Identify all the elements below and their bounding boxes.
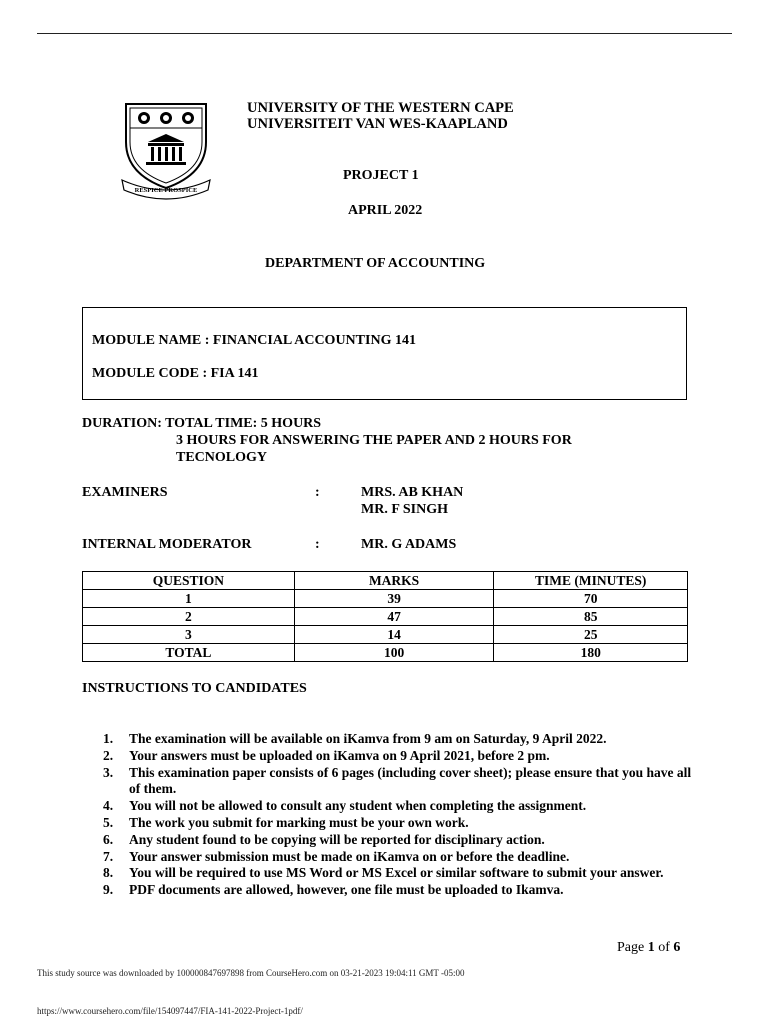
university-crest-icon — [120, 102, 212, 200]
university-name-english: UNIVERSITY OF THE WESTERN CAPE — [247, 100, 514, 116]
table-cell: 25 — [494, 626, 688, 644]
university-name — [247, 100, 514, 132]
list-item — [103, 731, 703, 748]
table-total-row — [83, 644, 688, 662]
column-header: QUESTION — [83, 572, 295, 590]
list-item — [103, 765, 703, 799]
page-current: 1 — [647, 940, 655, 955]
duration-line-1: DURATION: TOTAL TIME: 5 HOURS — [82, 416, 322, 431]
list-text: You will be required to use MS Word or MS Excel or similar software to submit your answer. — [129, 865, 664, 881]
list-number: 1. — [103, 731, 114, 746]
marks-table — [82, 571, 688, 662]
duration-line-2: 3 HOURS FOR ANSWERING THE PAPER AND 2 HOURS FOR — [176, 433, 572, 448]
table-cell: 85 — [494, 608, 688, 626]
list-number: 4. — [103, 798, 114, 814]
source-url[interactable]: https://www.coursehero.com/file/154097447/FIA-141-2022-Project-1pdf/ — [37, 1006, 303, 1016]
list-item — [103, 849, 703, 866]
table-row — [83, 626, 688, 644]
list-number: 5. — [103, 814, 114, 830]
list-item — [103, 882, 703, 899]
list-number: 6. — [103, 831, 114, 847]
table-row — [83, 608, 688, 626]
top-rule — [37, 33, 732, 34]
instructions-title: INSTRUCTIONS TO CANDIDATES — [82, 681, 307, 696]
examiners-label: EXAMINERS — [82, 485, 168, 500]
list-text: You will not be allowed to consult any student when completing the assignment. — [129, 798, 587, 814]
table-row — [83, 590, 688, 608]
list-number: 8. — [103, 865, 114, 881]
table-cell: 180 — [494, 644, 688, 662]
list-number: 7. — [103, 848, 114, 864]
module-box — [82, 307, 687, 400]
list-item — [103, 748, 703, 765]
department-name: DEPARTMENT OF ACCOUNTING — [265, 256, 486, 271]
list-item — [103, 815, 703, 832]
list-text: The examination will be available on iKamva from 9 am on Saturday, 9 April 2022. — [129, 731, 607, 746]
list-text: PDF documents are allowed, however, one file must be uploaded to Ikamva. — [129, 882, 564, 898]
project-date: APRIL 2022 — [348, 203, 423, 218]
moderator-label: INTERNAL MODERATOR — [82, 537, 252, 552]
list-number: 2. — [103, 747, 114, 763]
list-item — [103, 798, 703, 815]
list-text: This examination paper consists of 6 pages (including cover sheet); please ensure that you have all of them. — [129, 764, 692, 797]
table-cell: 70 — [494, 590, 688, 608]
list-text: Your answers must be uploaded on iKamva on 9 April 2021, before 2 pm. — [129, 747, 550, 763]
module-code: MODULE CODE : FIA 141 — [92, 366, 259, 381]
module-name: MODULE NAME : FINANCIAL ACCOUNTING 141 — [92, 333, 416, 348]
table-cell: 39 — [294, 590, 494, 608]
list-number: 9. — [103, 882, 114, 898]
project-title: PROJECT 1 — [343, 168, 419, 183]
list-item — [103, 865, 703, 882]
list-number: 3. — [103, 764, 114, 780]
table-cell: 14 — [294, 626, 494, 644]
table-cell: 3 — [83, 626, 295, 644]
table-header-row — [83, 572, 688, 590]
list-item — [103, 832, 703, 849]
university-name-afrikaans: UNIVERSITEIT VAN WES-KAAPLAND — [247, 116, 508, 132]
instructions-list — [103, 731, 703, 899]
moderator-name: MR. G ADAMS — [361, 537, 457, 552]
examiner-name: MRS. AB KHAN — [361, 485, 464, 500]
page-total: 6 — [673, 940, 681, 955]
duration-line-3: TECNOLOGY — [176, 450, 268, 465]
column-header: TIME (MINUTES) — [494, 572, 688, 590]
page-of: of — [658, 940, 670, 955]
download-note: This study source was downloaded by 100000847697898 from CourseHero.com on 03-21-2023 19:04:11 GMT -05:00 — [37, 968, 465, 978]
table-cell: 1 — [83, 590, 295, 608]
list-text: Any student found to be copying will be reported for disciplinary action. — [129, 831, 545, 847]
examiner-name: MR. F SINGH — [361, 502, 448, 517]
table-cell: TOTAL — [83, 644, 295, 662]
list-text: The work you submit for marking must be your own work. — [129, 814, 469, 830]
examiners-colon: : — [315, 485, 320, 500]
page-label: Page — [617, 940, 645, 955]
svg-text:RESPICE PROSPICE: RESPICE PROSPICE — [134, 187, 198, 194]
column-header: MARKS — [294, 572, 494, 590]
table-cell: 100 — [294, 644, 494, 662]
table-cell: 2 — [83, 608, 295, 626]
moderator-colon: : — [315, 537, 320, 552]
list-text: Your answer submission must be made on iKamva on or before the deadline. — [129, 848, 570, 864]
table-cell: 47 — [294, 608, 494, 626]
page-number — [617, 940, 680, 956]
